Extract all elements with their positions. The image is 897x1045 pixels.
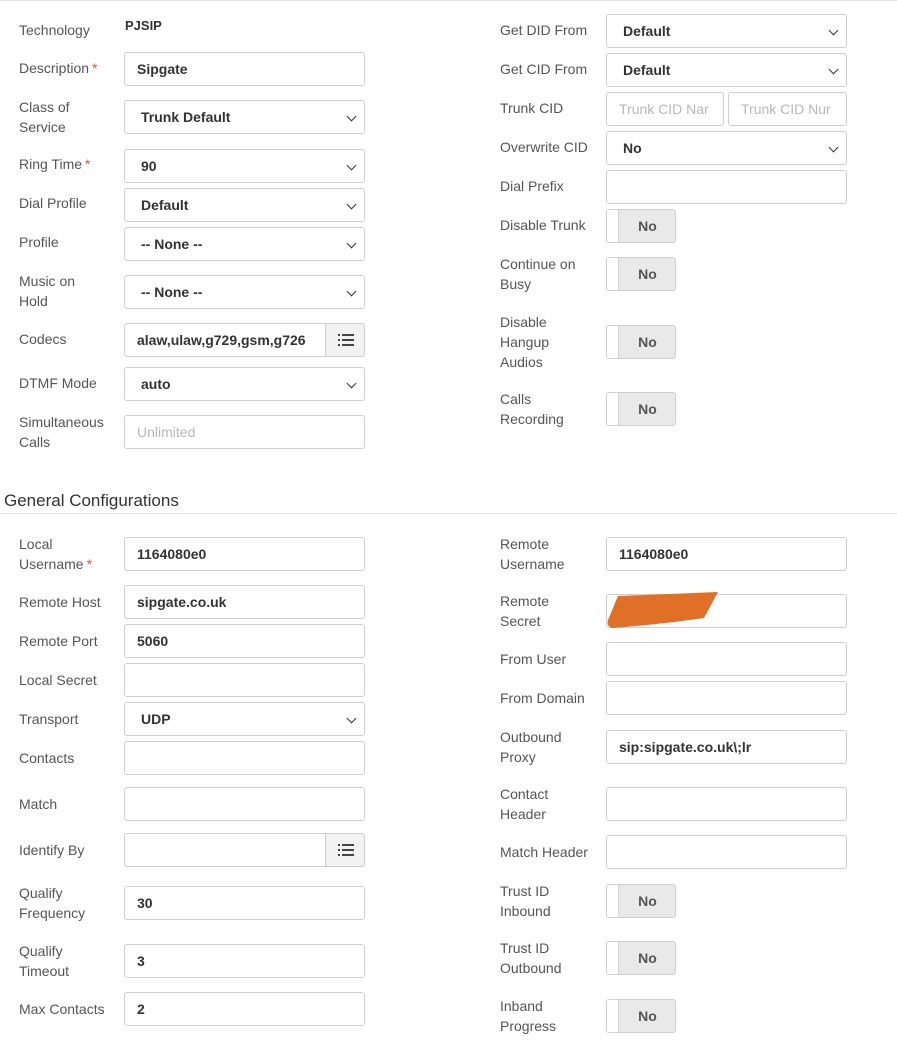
trust-id-outbound-label: Trust ID Outbound <box>500 940 562 976</box>
local-username-input[interactable]: 1164080e0 <box>124 537 365 571</box>
chevron-down-icon <box>347 379 357 389</box>
remote-secret-label: Remote Secret <box>500 593 550 629</box>
disable-hangup-audios-toggle[interactable]: No <box>606 325 676 359</box>
music-on-hold-label: Music on Hold <box>19 273 76 309</box>
from-user-input[interactable] <box>606 642 847 676</box>
identify-by-label: Identify By <box>19 842 85 858</box>
simultaneous-calls-label: Simultaneous Calls <box>19 414 104 450</box>
match-header-label: Match Header <box>500 844 588 860</box>
top-divider <box>0 0 897 1</box>
get-did-from-label: Get DID From <box>500 22 588 38</box>
from-user-label: From User <box>500 651 567 667</box>
description-label: Description * <box>19 60 98 76</box>
music-on-hold-select[interactable]: -- None -- <box>124 275 365 309</box>
outbound-proxy-label: Outbound Proxy <box>500 729 562 765</box>
chevron-down-icon <box>829 26 839 36</box>
required-asterisk: * <box>86 556 93 572</box>
dial-prefix-input[interactable] <box>606 170 847 204</box>
trust-id-inbound-label: Trust ID Inbound <box>500 883 551 919</box>
contacts-input[interactable] <box>124 741 365 775</box>
max-contacts-input[interactable]: 2 <box>124 992 365 1026</box>
identify-by-input[interactable] <box>124 833 326 867</box>
match-input[interactable] <box>124 787 365 821</box>
trust-id-outbound-toggle[interactable]: No <box>606 941 676 975</box>
list-icon <box>338 334 354 346</box>
chevron-down-icon <box>347 161 357 171</box>
continue-on-busy-toggle[interactable]: No <box>606 257 676 291</box>
chevron-down-icon <box>347 239 357 249</box>
from-domain-input[interactable] <box>606 681 847 715</box>
profile-label: Profile <box>19 234 59 250</box>
disable-trunk-label: Disable Trunk <box>500 217 586 233</box>
remote-username-label: Remote Username <box>500 536 565 572</box>
contact-header-input[interactable] <box>606 787 847 821</box>
trunk-cid-name-input[interactable]: Trunk CID Nar <box>606 92 724 126</box>
remote-host-input[interactable]: sipgate.co.uk <box>124 585 365 619</box>
from-domain-label: From Domain <box>500 690 585 706</box>
identify-by-list-button[interactable] <box>325 833 365 867</box>
class-of-service-select[interactable]: Trunk Default <box>124 100 365 134</box>
overwrite-cid-select[interactable]: No <box>606 131 847 165</box>
chevron-down-icon <box>347 714 357 724</box>
remote-username-input[interactable]: 1164080e0 <box>606 537 847 571</box>
profile-select[interactable]: -- None -- <box>124 227 365 261</box>
qualify-timeout-input[interactable]: 3 <box>124 944 365 978</box>
section-divider <box>0 513 897 514</box>
match-header-input[interactable] <box>606 835 847 869</box>
remote-port-input[interactable]: 5060 <box>124 624 365 658</box>
local-username-label: Local Username * <box>19 536 93 572</box>
dial-profile-label: Dial Profile <box>19 195 87 211</box>
required-asterisk: * <box>85 156 91 172</box>
description-input[interactable]: Sipgate <box>124 52 365 86</box>
contacts-label: Contacts <box>19 750 75 766</box>
required-asterisk: * <box>92 60 98 76</box>
local-secret-input[interactable] <box>124 663 365 697</box>
qualify-frequency-input[interactable]: 30 <box>124 886 365 920</box>
codecs-input[interactable]: alaw,ulaw,g729,gsm,g726 <box>124 323 326 357</box>
calls-recording-label: Calls Recording <box>500 391 564 427</box>
chevron-down-icon <box>347 287 357 297</box>
qualify-frequency-label: Qualify Frequency <box>19 885 86 921</box>
list-icon <box>338 844 354 856</box>
outbound-proxy-input[interactable]: sip:sipgate.co.uk\;lr <box>606 730 847 764</box>
ring-time-label: Ring Time * <box>19 156 91 172</box>
get-cid-from-select[interactable]: Default <box>606 53 847 87</box>
disable-hangup-audios-label: Disable Hangup Audios <box>500 314 550 370</box>
calls-recording-toggle[interactable]: No <box>606 392 676 426</box>
remote-host-label: Remote Host <box>19 594 101 610</box>
dtmf-mode-label: DTMF Mode <box>19 375 97 391</box>
overwrite-cid-label: Overwrite CID <box>500 139 588 155</box>
ring-time-select[interactable]: 90 <box>124 149 365 183</box>
dial-profile-select[interactable]: Default <box>124 188 365 222</box>
technology-value: PJSIP <box>125 18 162 33</box>
remote-port-label: Remote Port <box>19 633 98 649</box>
continue-on-busy-label: Continue on Busy <box>500 256 576 292</box>
redacted-overlay <box>604 588 722 634</box>
chevron-down-icon <box>829 143 839 153</box>
local-secret-label: Local Secret <box>19 672 97 688</box>
chevron-down-icon <box>347 112 357 122</box>
match-label: Match <box>19 796 58 812</box>
transport-select[interactable]: UDP <box>124 702 365 736</box>
chevron-down-icon <box>829 65 839 75</box>
qualify-timeout-label: Qualify Timeout <box>19 943 70 979</box>
technology-label: Technology <box>19 22 90 38</box>
get-did-from-select[interactable]: Default <box>606 14 847 48</box>
inband-progress-toggle[interactable]: No <box>606 999 676 1033</box>
disable-trunk-toggle[interactable]: No <box>606 209 676 243</box>
max-contacts-label: Max Contacts <box>19 1001 105 1017</box>
codecs-label: Codecs <box>19 331 67 347</box>
codecs-list-button[interactable] <box>325 323 365 357</box>
trunk-cid-label: Trunk CID <box>500 100 564 116</box>
dial-prefix-label: Dial Prefix <box>500 178 564 194</box>
contact-header-label: Contact Header <box>500 786 549 822</box>
trunk-cid-number-input[interactable]: Trunk CID Nur <box>728 92 847 126</box>
section-title: General Configurations <box>4 491 179 510</box>
inband-progress-label: Inband Progress <box>500 998 557 1034</box>
trust-id-inbound-toggle[interactable]: No <box>606 884 676 918</box>
transport-label: Transport <box>19 711 79 727</box>
simultaneous-calls-input[interactable]: Unlimited <box>124 415 365 449</box>
class-of-service-label: Class of Service <box>19 99 70 135</box>
get-cid-from-label: Get CID From <box>500 61 588 77</box>
dtmf-mode-select[interactable]: auto <box>124 367 365 401</box>
chevron-down-icon <box>347 200 357 210</box>
